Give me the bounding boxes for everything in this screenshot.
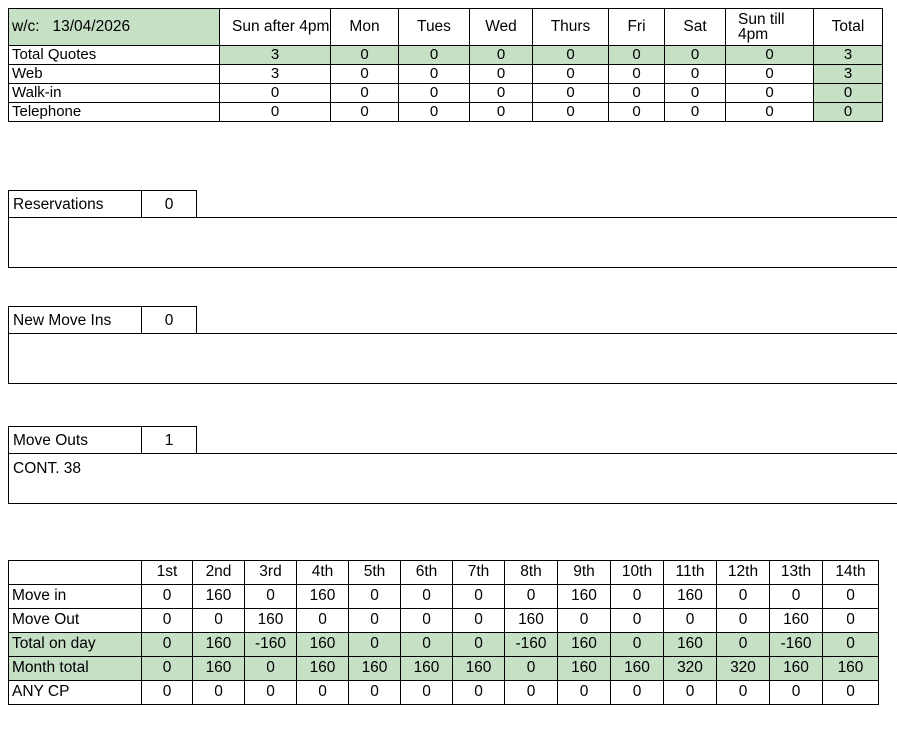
value-cell[interactable]: 160 xyxy=(349,657,401,681)
value-cell[interactable]: 0 xyxy=(331,103,399,122)
new-move-ins-count[interactable]: 0 xyxy=(141,306,197,333)
total-cell[interactable]: 3 xyxy=(814,46,883,65)
value-cell[interactable]: 0 xyxy=(664,609,717,633)
day-header: 5th xyxy=(349,561,401,585)
value-cell[interactable]: 0 xyxy=(349,681,401,705)
value-cell[interactable]: 0 xyxy=(399,84,470,103)
value-cell[interactable]: -160 xyxy=(505,633,558,657)
value-cell[interactable]: 160 xyxy=(297,657,349,681)
row-label: ANY CP xyxy=(9,681,142,705)
value-cell[interactable]: 0 xyxy=(349,609,401,633)
value-cell[interactable]: 160 xyxy=(245,609,297,633)
row-label: Total Quotes xyxy=(9,46,220,65)
value-cell[interactable]: 0 xyxy=(297,681,349,705)
col-header: Fri xyxy=(609,9,665,46)
col-header: Sun till 4pm xyxy=(726,9,814,46)
reservations-section xyxy=(8,190,897,218)
row-label: Move in xyxy=(9,585,142,609)
quotes-header-row xyxy=(9,9,883,46)
value-cell[interactable]: 0 xyxy=(401,609,453,633)
value-cell[interactable]: 160 xyxy=(558,585,611,609)
day-header: 7th xyxy=(453,561,505,585)
value-cell[interactable]: 0 xyxy=(665,65,726,84)
value-cell[interactable]: 0 xyxy=(558,681,611,705)
value-cell[interactable]: -160 xyxy=(245,633,297,657)
value-cell[interactable]: 0 xyxy=(664,681,717,705)
value-cell[interactable]: 160 xyxy=(558,657,611,681)
value-cell[interactable]: 0 xyxy=(717,681,770,705)
daily-table xyxy=(8,560,879,705)
value-cell[interactable]: 0 xyxy=(245,681,297,705)
value-cell[interactable]: 0 xyxy=(453,585,505,609)
value-cell[interactable]: 320 xyxy=(664,657,717,681)
value-cell[interactable]: 0 xyxy=(726,46,814,65)
value-cell[interactable]: 0 xyxy=(505,657,558,681)
day-header: 4th xyxy=(297,561,349,585)
value-cell[interactable]: 0 xyxy=(470,65,533,84)
row-label: Month total xyxy=(9,657,142,681)
value-cell[interactable]: 0 xyxy=(470,84,533,103)
value-cell[interactable]: 0 xyxy=(470,103,533,122)
value-cell[interactable]: 0 xyxy=(665,46,726,65)
day-header: 12th xyxy=(717,561,770,585)
value-cell[interactable]: 0 xyxy=(609,84,665,103)
value-cell[interactable]: 0 xyxy=(609,65,665,84)
move-outs-count[interactable]: 1 xyxy=(141,426,197,453)
value-cell[interactable]: 160 xyxy=(297,585,349,609)
value-cell[interactable]: 160 xyxy=(297,633,349,657)
value-cell[interactable]: 0 xyxy=(717,585,770,609)
value-cell[interactable]: 0 xyxy=(533,84,609,103)
value-cell[interactable]: 0 xyxy=(331,84,399,103)
value-cell[interactable]: 160 xyxy=(453,657,505,681)
value-cell[interactable]: 0 xyxy=(770,681,823,705)
value-cell[interactable]: 0 xyxy=(726,84,814,103)
day-header: 8th xyxy=(505,561,558,585)
value-cell[interactable]: 160 xyxy=(770,657,823,681)
move-outs-section xyxy=(8,426,897,477)
day-header: 6th xyxy=(401,561,453,585)
value-cell[interactable]: 0 xyxy=(726,103,814,122)
value-cell[interactable]: 0 xyxy=(726,65,814,84)
value-cell[interactable]: 3 xyxy=(220,65,331,84)
value-cell[interactable]: 0 xyxy=(611,609,664,633)
total-cell[interactable]: 3 xyxy=(814,65,883,84)
value-cell[interactable]: 0 xyxy=(245,585,297,609)
value-cell[interactable]: 160 xyxy=(193,657,245,681)
value-cell[interactable]: 0 xyxy=(401,681,453,705)
value-cell[interactable]: 0 xyxy=(823,609,879,633)
value-cell[interactable]: 0 xyxy=(401,585,453,609)
col-header: Tues xyxy=(399,9,470,46)
value-cell[interactable]: 0 xyxy=(142,657,193,681)
value-cell[interactable]: 0 xyxy=(611,681,664,705)
value-cell[interactable]: 160 xyxy=(193,633,245,657)
value-cell[interactable]: 0 xyxy=(505,585,558,609)
value-cell[interactable]: 0 xyxy=(349,633,401,657)
value-cell[interactable]: 0 xyxy=(470,46,533,65)
value-cell[interactable]: 0 xyxy=(665,84,726,103)
value-cell[interactable]: 0 xyxy=(142,633,193,657)
col-header: Total xyxy=(814,9,883,46)
reservations-label: Reservations xyxy=(8,190,142,217)
value-cell[interactable]: 0 xyxy=(220,103,331,122)
row-label: Web xyxy=(9,65,220,84)
move-outs-label: Move Outs xyxy=(8,426,142,453)
value-cell[interactable]: 0 xyxy=(331,65,399,84)
wc-date: 13/04/2026 xyxy=(52,17,131,35)
value-cell[interactable]: 160 xyxy=(401,657,453,681)
quotes-body xyxy=(9,46,883,122)
value-cell[interactable]: 0 xyxy=(245,657,297,681)
daily-body xyxy=(9,561,879,705)
quotes-row xyxy=(9,103,883,122)
value-cell[interactable]: 160 xyxy=(505,609,558,633)
value-cell[interactable]: 0 xyxy=(717,633,770,657)
day-header: 1st xyxy=(142,561,193,585)
new-move-ins-section xyxy=(8,306,897,334)
value-cell[interactable]: 0 xyxy=(609,103,665,122)
total-cell[interactable]: 0 xyxy=(814,103,883,122)
row-label: Move Out xyxy=(9,609,142,633)
value-cell[interactable]: 0 xyxy=(193,609,245,633)
value-cell[interactable]: 0 xyxy=(399,65,470,84)
day-header: 10th xyxy=(611,561,664,585)
corner-cell xyxy=(9,561,142,585)
day-header: 14th xyxy=(823,561,879,585)
move-outs-notes[interactable]: CONT. 38 xyxy=(8,453,897,504)
value-cell[interactable]: 160 xyxy=(770,609,823,633)
day-header: 3rd xyxy=(245,561,297,585)
value-cell[interactable]: 320 xyxy=(717,657,770,681)
daily-row xyxy=(9,657,879,681)
value-cell[interactable]: 0 xyxy=(142,609,193,633)
col-header: Sat xyxy=(665,9,726,46)
value-cell[interactable]: 0 xyxy=(533,65,609,84)
value-cell[interactable]: 0 xyxy=(297,609,349,633)
day-header: 11th xyxy=(664,561,717,585)
col-header: Wed xyxy=(470,9,533,46)
value-cell[interactable]: 0 xyxy=(533,46,609,65)
value-cell[interactable]: 3 xyxy=(220,46,331,65)
daily-row xyxy=(9,681,879,705)
value-cell[interactable]: 0 xyxy=(558,609,611,633)
week-commencing-cell xyxy=(9,9,220,46)
value-cell[interactable]: 160 xyxy=(611,657,664,681)
value-cell[interactable]: 160 xyxy=(823,657,879,681)
daily-header-row xyxy=(9,561,879,585)
daily-row xyxy=(9,633,879,657)
value-cell[interactable]: 160 xyxy=(193,585,245,609)
value-cell[interactable]: 0 xyxy=(505,681,558,705)
day-header: 2nd xyxy=(193,561,245,585)
daily-row xyxy=(9,585,879,609)
value-cell[interactable]: 0 xyxy=(142,585,193,609)
day-header: 9th xyxy=(558,561,611,585)
value-cell[interactable]: 0 xyxy=(349,585,401,609)
total-cell[interactable]: 0 xyxy=(814,84,883,103)
col-header: Sun after 4pm xyxy=(220,9,331,46)
day-header: 13th xyxy=(770,561,823,585)
value-cell[interactable]: 160 xyxy=(558,633,611,657)
reservations-notes[interactable] xyxy=(8,217,897,268)
col-header: Mon xyxy=(331,9,399,46)
row-label: Telephone xyxy=(9,103,220,122)
value-cell[interactable]: 0 xyxy=(823,681,879,705)
value-cell[interactable]: -160 xyxy=(770,633,823,657)
value-cell[interactable]: 160 xyxy=(664,633,717,657)
quotes-table xyxy=(8,8,883,122)
quotes-row xyxy=(9,46,883,65)
value-cell[interactable]: 0 xyxy=(823,585,879,609)
value-cell[interactable]: 0 xyxy=(453,633,505,657)
quotes-row xyxy=(9,65,883,84)
value-cell[interactable]: 0 xyxy=(665,103,726,122)
value-cell[interactable]: 0 xyxy=(220,84,331,103)
value-cell[interactable]: 0 xyxy=(399,46,470,65)
value-cell[interactable]: 0 xyxy=(331,46,399,65)
value-cell[interactable]: 0 xyxy=(611,585,664,609)
row-label: Total on day xyxy=(9,633,142,657)
value-cell[interactable]: 0 xyxy=(401,633,453,657)
wc-label: w/c: xyxy=(12,17,40,35)
row-label: Walk-in xyxy=(9,84,220,103)
value-cell[interactable]: 0 xyxy=(609,46,665,65)
value-cell[interactable]: 0 xyxy=(533,103,609,122)
daily-row xyxy=(9,609,879,633)
new-move-ins-label: New Move Ins xyxy=(8,306,142,333)
value-cell[interactable]: 0 xyxy=(611,633,664,657)
value-cell[interactable]: 0 xyxy=(142,681,193,705)
value-cell[interactable]: 0 xyxy=(453,681,505,705)
new-move-ins-notes[interactable] xyxy=(8,333,897,384)
value-cell[interactable]: 0 xyxy=(193,681,245,705)
value-cell[interactable]: 0 xyxy=(717,609,770,633)
value-cell[interactable]: 0 xyxy=(399,103,470,122)
value-cell[interactable]: 0 xyxy=(453,609,505,633)
col-header: Thurs xyxy=(533,9,609,46)
value-cell[interactable]: 0 xyxy=(770,585,823,609)
reservations-count[interactable]: 0 xyxy=(141,190,197,217)
value-cell[interactable]: 160 xyxy=(664,585,717,609)
quotes-row xyxy=(9,84,883,103)
value-cell[interactable]: 0 xyxy=(823,633,879,657)
